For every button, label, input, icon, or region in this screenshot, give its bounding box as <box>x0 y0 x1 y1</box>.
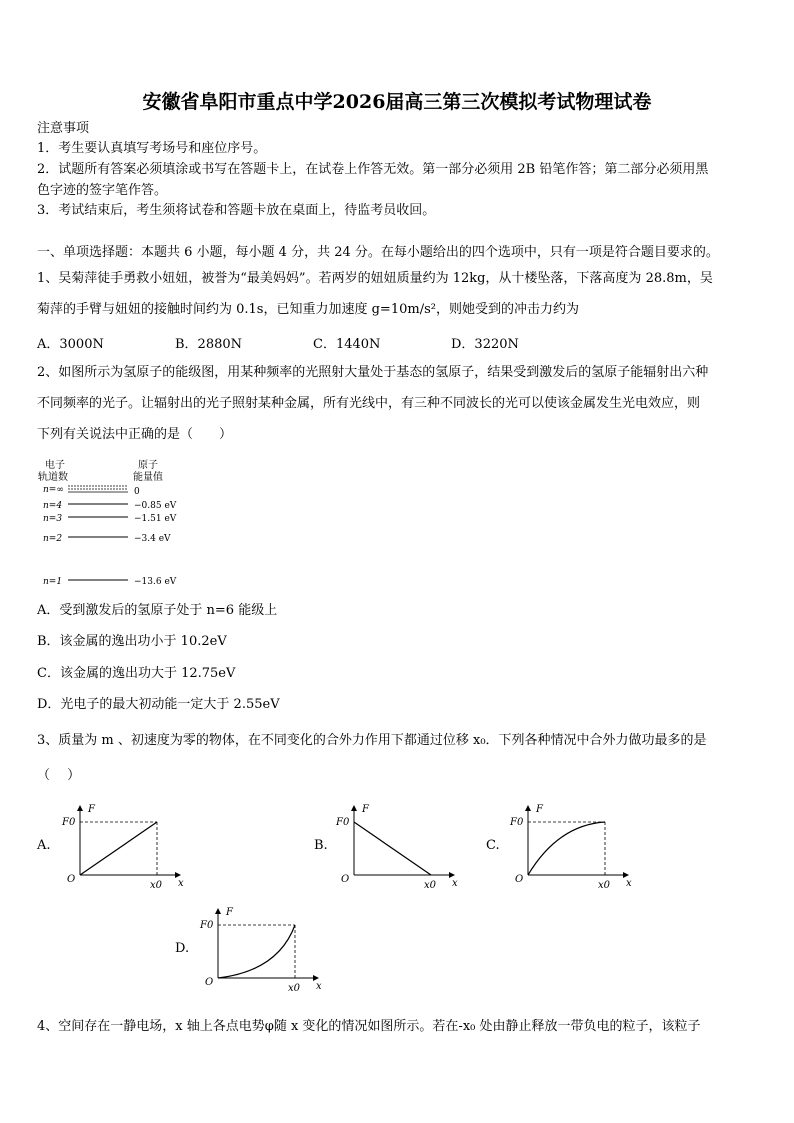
q2-option-d: D．光电子的最大初动能一定大于 2.55eV <box>37 697 280 712</box>
notice-item: 1．考生要认真填写考场号和座位序号。 <box>37 141 267 156</box>
force-graph-b <box>334 800 469 892</box>
q1-option-c: C．1440N <box>313 337 381 352</box>
q2-option-c: C．该金属的逸出功大于 12.75eV <box>37 666 236 681</box>
level-energy: −0.85 eV <box>134 501 177 511</box>
level-energy: −3.4 eV <box>134 534 171 544</box>
tick-label-x0: x0 <box>150 880 163 891</box>
diagram-header: 电子 <box>45 460 65 471</box>
level-label: n=2 <box>43 534 63 544</box>
level-energy: −13.6 eV <box>134 577 177 587</box>
level-label: n=1 <box>43 577 63 587</box>
question-2-line: 下列有关说法中正确的是（ ） <box>37 427 233 442</box>
level-label: n=3 <box>43 514 63 524</box>
axis-label-f: F <box>88 804 95 815</box>
axis-label-f: F <box>362 804 369 815</box>
force-curve <box>218 925 295 978</box>
question-4-line: 4、空间存在一静电场，x 轴上各点电势φ随 x 变化的情况如图所示。若在-x₀ 处由静止释放一带负电的粒子，该粒子 <box>37 1019 701 1034</box>
force-graph-c <box>508 800 643 892</box>
question-2-line: 2、如图所示为氢原子的能级图，用某种频率的光照射大量处于基态的氢原子，结果受到激发后的氢原子能辐射出六种 <box>37 365 709 380</box>
level-label: n=4 <box>43 501 63 511</box>
axis-label-x: x <box>316 981 322 992</box>
question-1-line: 菊萍的手臂与妞妞的接触时间约为 0.1s，已知重力加速度 g=10m/s²，则她受到的冲击力约为 <box>37 302 579 317</box>
level-energy: 0 <box>134 487 140 497</box>
diagram-header: 原子 <box>138 460 158 471</box>
notice-heading: 注意事项 <box>37 121 90 136</box>
origin-label: O <box>67 874 76 885</box>
q3-option-d: D. <box>175 941 190 956</box>
notice-item: 2．试题所有答案必须填涂或书写在答题卡上，在试卷上作答无效。第一部分必须用 2B 铅笔作答；第二部分必须用黑 <box>37 162 709 177</box>
section-heading: 一、单项选择题：本题共 6 小题，每小题 4 分，共 24 分。在每小题给出的四个选项中，只有一项是符合题目要求的。 <box>37 245 719 260</box>
force-graph-a <box>60 800 195 892</box>
axis-label-x: x <box>626 878 632 889</box>
origin-label: O <box>205 977 214 988</box>
axis-label-f: F <box>536 804 543 815</box>
q1-option-b: B．2880N <box>175 337 243 352</box>
q3-option-a: A. <box>37 838 51 853</box>
q1-option-a: A．3000N <box>37 337 104 352</box>
tick-label-f0: F0 <box>200 920 214 931</box>
tick-label-f0: F0 <box>336 817 350 828</box>
tick-label-x0: x0 <box>288 983 301 994</box>
force-curve <box>354 822 431 875</box>
origin-label: O <box>515 874 524 885</box>
question-3-line: 3、质量为 m 、初速度为零的物体，在不同变化的合外力作用下都通过位移 x₀．下列各种情况中合外力做功最多的是 <box>37 733 707 748</box>
level-energy: −1.51 eV <box>134 514 177 524</box>
tick-label-f0: F0 <box>510 817 524 828</box>
question-2-line: 不同频率的光子。让辐射出的光子照射某种金属，所有光线中，有三种不同波长的光可以使该金属发生光电效应，则 <box>37 396 701 411</box>
tick-label-f0: F0 <box>62 817 76 828</box>
force-curve <box>528 822 605 875</box>
tick-label-x0: x0 <box>598 880 611 891</box>
tick-label-x0: x0 <box>424 880 437 891</box>
q2-option-b: B．该金属的逸出功小于 10.2eV <box>37 634 227 649</box>
force-curve <box>80 822 157 875</box>
q3-option-c: C. <box>486 838 500 853</box>
axis-label-x: x <box>178 878 184 889</box>
page-title: 安徽省阜阳市重点中学2026届高三第三次模拟考试物理试卷 <box>142 91 652 113</box>
level-label: n=∞ <box>43 485 64 495</box>
force-graph-d <box>198 903 333 995</box>
notice-item: 3．考试结束后，考生须将试卷和答题卡放在桌面上，待监考员收回。 <box>37 203 436 218</box>
notice-item: 色字迹的签字笔作答。 <box>37 183 168 198</box>
energy-level-diagram <box>35 458 205 588</box>
diagram-header: 能量值 <box>133 472 163 483</box>
diagram-header: 轨道数 <box>38 472 68 483</box>
axis-label-f: F <box>226 907 233 918</box>
q2-option-a: A．受到激发后的氢原子处于 n=6 能级上 <box>37 603 278 618</box>
q3-option-b: B. <box>314 838 328 853</box>
question-3-line: （ ） <box>37 768 81 783</box>
axis-label-x: x <box>452 878 458 889</box>
origin-label: O <box>341 874 350 885</box>
q1-option-d: D．3220N <box>451 337 519 352</box>
question-1-line: 1、吴菊萍徒手勇救小妞妞，被誉为“最美妈妈”。若两岁的妞妞质量约为 12kg，从十楼坠落，下落高度为 28.8m，吴 <box>37 271 713 286</box>
